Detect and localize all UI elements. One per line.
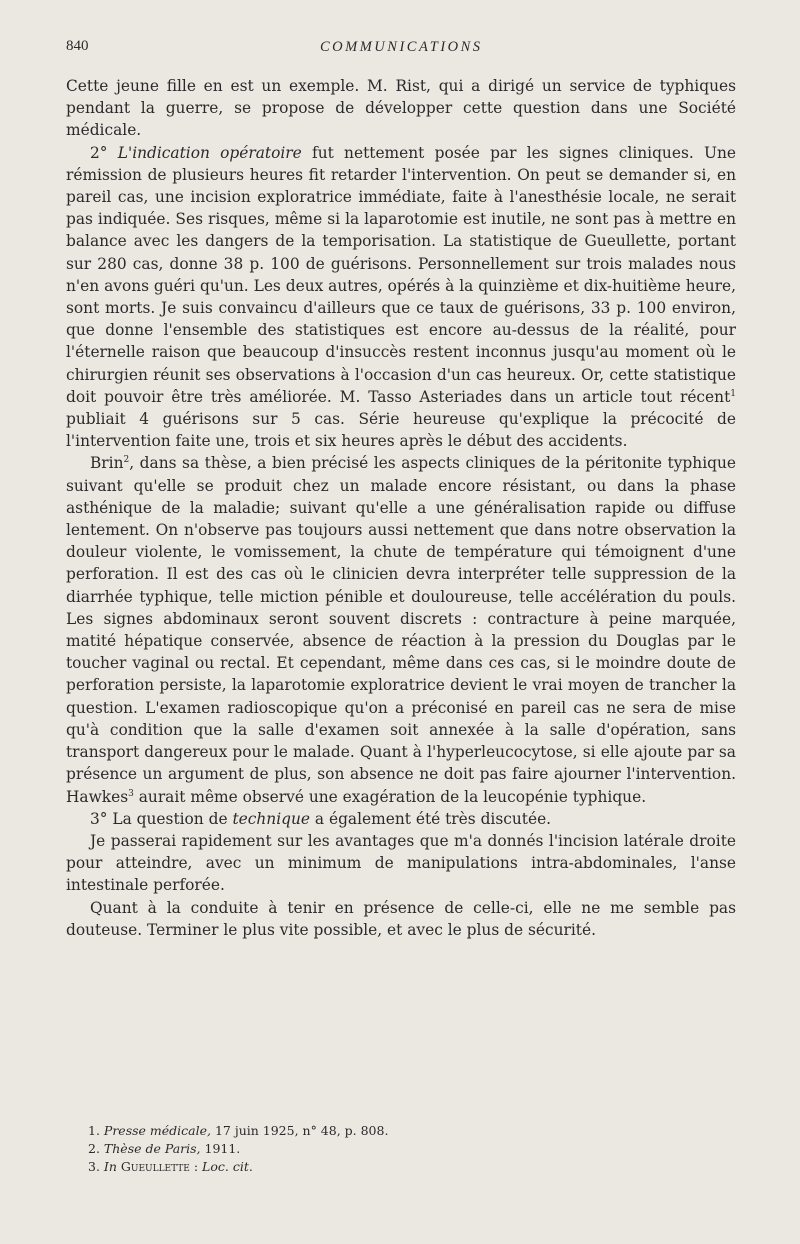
paragraph-2-text-a: fut nettement posée par les signes cliniques. Une rémission de plusieurs heures fit retarder l'intervention. On peut se demander si, en pareil cas, une incision exploratrice immédiate, faite à l'anesthésie locale, ne serait pas indiquée. Ses risques, même si la laparotomie est inutile, ne sont pas à mettre en balance avec les dangers de la temporisation. La statistique de Gueullette, portant sur 280 cas, donne 38 p. 100 de guérisons. Personnellement sur trois malades nous n'en avons guéri qu'un. Les deux autres, opérés à la quinzième et dix-huitième heure, sont morts. Je suis convaincu d'ailleurs que ce taux de guérisons, 33 p. 100 environ, que donne l'ensemble des statistiques est encore au-dessus de la réalité, pour l'éternelle raison que beaucoup d'insuccès restent inconnus jusqu'au moment où le chirurgien réunit ses observations à l'occasion d'un cas heureux. Or, cette statistique doit pouvoir être très améliorée. M. Tasso Asteriades dans un article tout récent (66, 143, 736, 406)
footnote-3-source: Loc. cit. (202, 1159, 253, 1174)
footnote-ref-3: 3 (128, 788, 134, 799)
body-text (66, 75, 736, 941)
footnote-3-author: Gueullette (120, 1159, 190, 1174)
paragraph-4-text: a également été très discutée. (310, 809, 552, 828)
paragraph-4 (66, 808, 736, 830)
paragraph-6 (66, 897, 736, 941)
footnote-3-in: In (103, 1159, 121, 1174)
footnote-2-number: 2. (88, 1141, 104, 1156)
footnote-2-text: 1911. (200, 1141, 241, 1156)
footnote-ref-2: 2 (123, 455, 130, 466)
page-header (66, 38, 736, 60)
footnote-1-source: Presse médicale, (103, 1123, 211, 1138)
paragraph-3-text-a: Brin (90, 454, 124, 473)
paragraph-2 (66, 142, 736, 453)
paragraph-4-lead: 3° La question de (90, 809, 233, 828)
paragraph-6-text: Quant à la conduite à tenir en présence de celle-ci, elle ne me semble pas douteuse. Terminer le plus vite possible, et avec le plus de sécurité. (66, 898, 736, 939)
footnote-3-separator: : (189, 1159, 203, 1174)
paragraph-5 (66, 830, 736, 897)
footnote-3-number: 3. (88, 1159, 104, 1174)
paragraph-3-text-b: , dans sa thèse, a bien précisé les aspects cliniques de la péritonite typhique suivant qu'elle se produit chez un malade encore résistant, ou dans la phase asthénique de la maladie; suivant qu'elle a une généralisation rapide ou diffuse lentement. On n'observe pas toujours aussi nettement que dans notre observation la douleur violente, le vomissement, la chute de température qui témoignent d'une perforation. Il est des cas où le clinicien devra interpréter telle suppression de la diarrhée typhique, telle miction pénible et douloureuse, telle accélération du pouls. Les signes abdominaux seront souvent discrets : contracture à peine marquée, matité hépatique conservée, absence de réaction à la pression du Douglas par le toucher vaginal ou rectal. Et cependant, même dans ces cas, si le moindre doute de perforation persiste, la laparotomie exploratrice devient le vrai moyen de trancher la question. L'examen radioscopique qu'on a préconisé en pareil cas ne sera de mise qu'à condition que la salle d'examen soit annexée à la salle d'opération, sans transport dangereux pour le malade. Quant à l'hyperleucocytose, si elle ajoute par sa présence un argument de plus, son absence ne doit pas faire ajourner l'intervention. Hawkes (66, 454, 736, 806)
footnote-2-source: Thèse de Paris, (103, 1141, 201, 1156)
paragraph-3 (66, 452, 736, 807)
paragraph-2-lead: 2° (90, 143, 118, 162)
footnote-3 (88, 1158, 708, 1176)
page-number: 840 (66, 38, 89, 54)
footnote-ref-1: 1 (730, 388, 736, 399)
footnotes (88, 1122, 708, 1176)
paragraph-2-heading: L'indication opératoire (117, 143, 302, 162)
paragraph-2-text-b: publiait 4 guérisons sur 5 cas. Série heureuse qu'explique la précocité de l'intervention faite une, trois et six heures après le début des accidents. (66, 410, 736, 451)
paragraph-1 (66, 75, 736, 142)
footnote-1-text: 17 juin 1925, n° 48, p. 808. (210, 1123, 389, 1138)
running-head: COMMUNICATIONS (320, 39, 483, 55)
paragraph-3-text-c: aurait même observé une exagération de la leucopénie typhique. (133, 787, 647, 806)
footnote-1-number: 1. (88, 1123, 104, 1138)
footnote-2 (88, 1140, 708, 1158)
paragraph-1-text: Cette jeune fille en est un exemple. M. Rist, qui a dirigé un service de typhiques pendant la guerre, se propose de développer cette question dans une Société médicale. (66, 77, 736, 140)
footnote-1 (88, 1122, 708, 1140)
paragraph-4-heading: technique (232, 809, 311, 828)
paragraph-5-text: Je passerai rapidement sur les avantages que m'a donnés l'incision latérale droite pour atteindre, avec un minimum de manipulations intra-abdominales, l'anse intestinale perforée. (66, 831, 736, 895)
